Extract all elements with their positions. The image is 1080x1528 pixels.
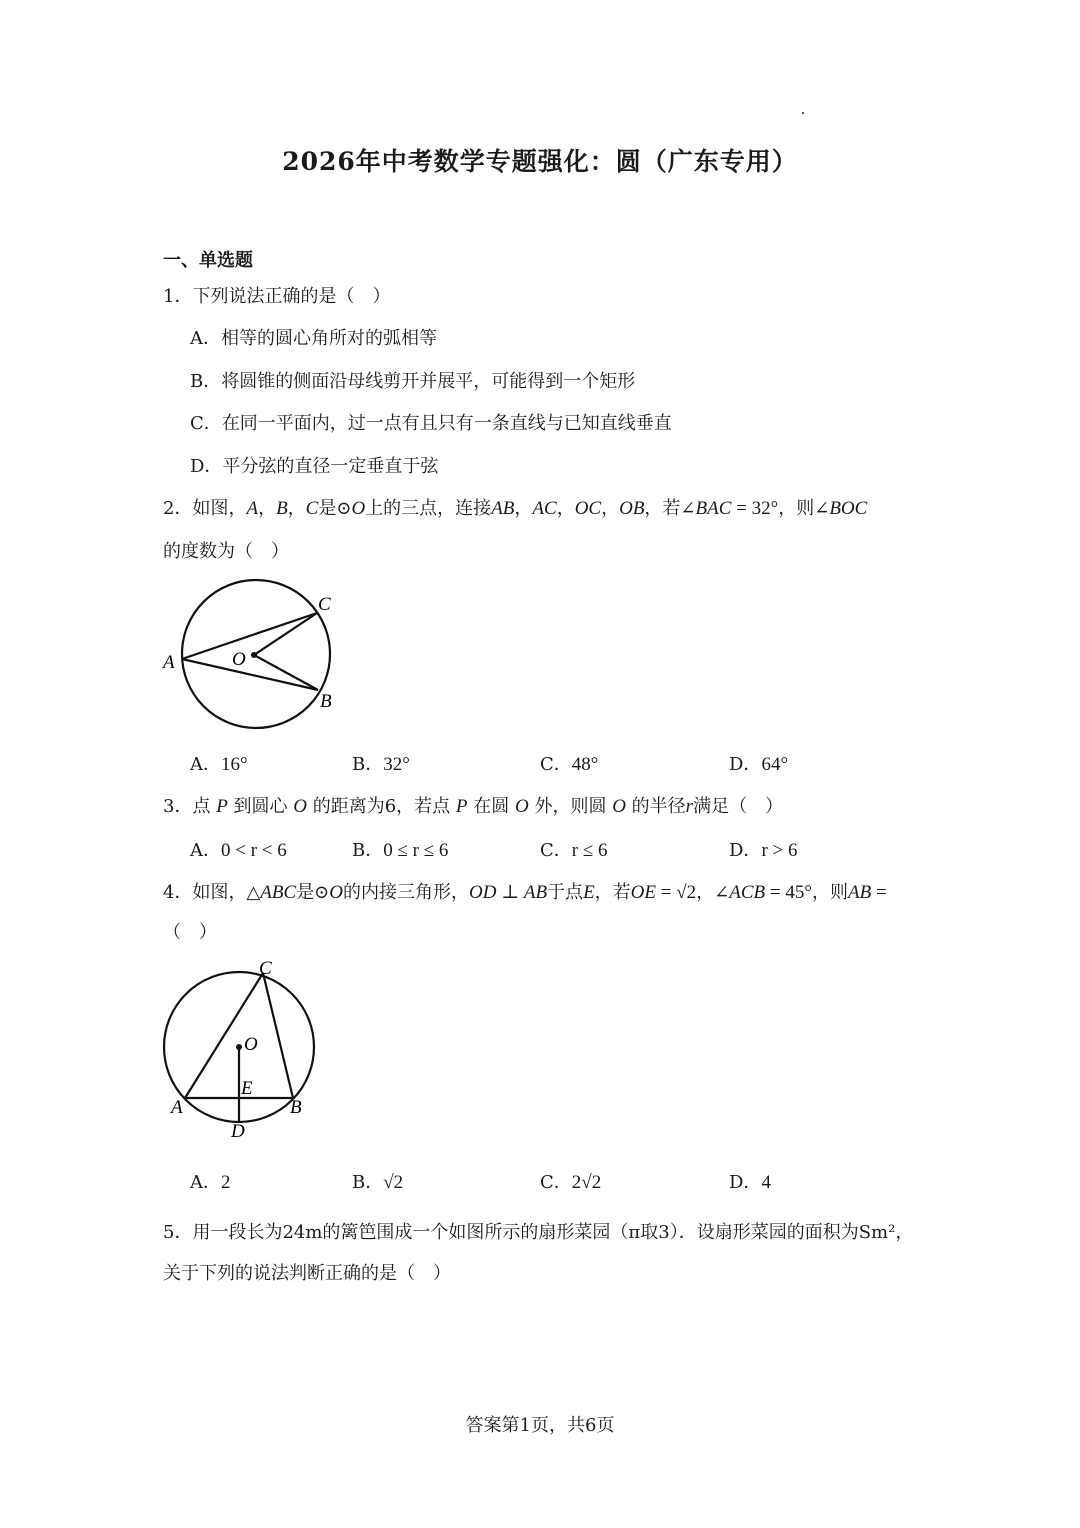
q2-text: ，若∠	[644, 498, 696, 519]
q2-sep: ，	[514, 498, 533, 519]
q4-label-d: D	[231, 1121, 245, 1142]
q4-number: 4．	[163, 882, 193, 903]
q1-stem: 1．下列说法正确的是（ ）	[163, 286, 391, 307]
q4-text: 于点	[547, 882, 584, 903]
q4-text: ，∠	[696, 882, 730, 903]
q2-label-c: C	[318, 594, 331, 615]
q2-option-b	[352, 750, 410, 776]
q3-stem	[163, 792, 783, 818]
page-dot	[802, 112, 804, 114]
q4-label-a: A	[171, 1097, 183, 1118]
q4-text: ，则	[811, 882, 848, 903]
q2-line-ob	[254, 655, 318, 690]
q3-option-a	[190, 836, 287, 862]
q2-var: AB	[491, 498, 515, 519]
q3-option-b-letter: B．	[352, 840, 384, 861]
q3-text: 的距离为6，若点	[312, 796, 451, 817]
q2-var: C	[305, 498, 319, 519]
q2-line-ab	[182, 659, 318, 690]
q4-stem-line2: （ ）	[163, 922, 217, 943]
q2-center-dot	[251, 652, 257, 658]
q2-option-c-value: 48°	[571, 754, 599, 775]
q3-text: 到圆心	[233, 796, 288, 817]
q2-option-d-value: 64°	[761, 754, 789, 775]
q2-number: 2．	[163, 498, 193, 519]
q4-option-c-value: 2√2	[571, 1172, 602, 1193]
q2-label-o: O	[232, 649, 246, 670]
q1-option-b: B．将圆锥的侧面沿母线剪开并展平，可能得到一个矩形	[190, 371, 636, 392]
q3-var: r	[685, 796, 694, 817]
q2-line-oc	[254, 613, 317, 655]
q3-text: 外，则圆	[534, 796, 607, 817]
q2-var: A	[246, 498, 259, 519]
q2-text: 上的三点，连接	[365, 498, 492, 519]
q2-sep: ，	[287, 498, 306, 519]
q2-label-b: B	[320, 691, 332, 712]
q2-line-ac	[182, 613, 317, 659]
q2-text: 是⊙	[318, 498, 352, 519]
q2-label-a: A	[163, 652, 175, 673]
q4-label-e: E	[241, 1078, 253, 1099]
q2-option-c-letter: C．	[540, 754, 572, 775]
q3-text: 在圆	[473, 796, 510, 817]
q4-var: OE	[630, 882, 656, 903]
q3-option-c-letter: C．	[540, 840, 572, 861]
q4-option-b-letter: B．	[352, 1172, 384, 1193]
q4-option-c	[540, 1168, 601, 1194]
q2-option-a	[190, 750, 248, 776]
q4-figure	[155, 955, 355, 1145]
q3-option-d	[729, 836, 797, 862]
q2-var: OC	[574, 498, 602, 519]
q2-var: B	[276, 498, 288, 519]
q4-option-a-letter: A．	[190, 1172, 221, 1193]
q3-var: P	[216, 796, 228, 817]
q3-number: 3．	[163, 796, 193, 817]
page-title: 2026年中考数学专题强化：圆（广东专用）	[282, 147, 798, 176]
q4-var: O	[329, 882, 344, 903]
section-heading: 一、单选题	[163, 250, 253, 271]
q4-var: ABC	[260, 882, 297, 903]
q3-var: O	[515, 796, 529, 817]
q2-option-b-letter: B．	[352, 754, 384, 775]
q2-var: OB	[619, 498, 645, 519]
q4-center-dot	[236, 1044, 242, 1050]
q3-var: O	[293, 796, 307, 817]
q2-var: O	[351, 498, 366, 519]
q4-var: ACB	[729, 882, 766, 903]
q3-option-b-value: 0 ≤ r ≤ 6	[383, 840, 449, 861]
q2-option-d-letter: D．	[729, 754, 762, 775]
q1-option-a: A．相等的圆心角所对的弧相等	[190, 328, 437, 349]
q4-label-o: O	[244, 1034, 258, 1055]
q2-figure	[160, 575, 360, 740]
q3-text: 的半径	[631, 796, 686, 817]
q3-option-c-value: r ≤ 6	[571, 840, 608, 861]
q2-sep: ，	[601, 498, 620, 519]
q1-option-d: D．平分弦的直径一定垂直于弦	[190, 456, 439, 477]
q4-option-a	[190, 1168, 231, 1194]
q2-text: ，则∠	[778, 498, 830, 519]
q4-text: 的内接三角形，	[343, 882, 470, 903]
q2-option-b-value: 32°	[383, 754, 410, 775]
q5-stem-line2: 关于下列的说法判断正确的是（ ）	[163, 1263, 451, 1284]
q4-perp: ⊥	[496, 882, 524, 903]
q3-option-c	[540, 836, 608, 862]
q2-option-a-value: 16°	[221, 754, 248, 775]
q2-var: BOC	[829, 498, 868, 519]
q4-equation: = 45°	[765, 882, 812, 903]
q4-text: ，若	[594, 882, 631, 903]
q2-sep: ，	[258, 498, 277, 519]
q2-var: BAC	[695, 498, 732, 519]
q4-text: 是⊙	[296, 882, 330, 903]
q3-option-a-letter: A．	[190, 840, 221, 861]
q4-option-d-value: 4	[761, 1172, 771, 1193]
q4-equation: =	[871, 882, 887, 903]
q2-equation: = 32°	[731, 498, 779, 519]
q4-var: AB	[847, 882, 872, 903]
q2-option-c	[540, 750, 598, 776]
q2-text: 如图，	[192, 498, 247, 519]
q3-option-d-letter: D．	[729, 840, 762, 861]
q2-option-a-letter: A．	[190, 754, 221, 775]
q4-label-b: B	[290, 1097, 302, 1118]
q4-option-b-value: √2	[383, 1172, 404, 1193]
q4-option-d	[729, 1168, 771, 1194]
q2-stem	[163, 494, 867, 520]
q3-text: 点	[192, 796, 211, 817]
q4-var: E	[583, 882, 595, 903]
q4-option-b	[352, 1168, 403, 1194]
q4-var: AB	[523, 882, 548, 903]
q4-option-d-letter: D．	[729, 1172, 762, 1193]
q4-option-a-value: 2	[221, 1172, 231, 1193]
q2-stem-line2: 的度数为（ ）	[163, 541, 289, 562]
q4-equation: = √2	[656, 882, 697, 903]
q3-text: 满足（ ）	[693, 796, 784, 817]
q4-label-c: C	[259, 958, 272, 979]
q3-option-a-value: 0 < r < 6	[221, 840, 287, 861]
page-footer: 答案第1页，共6页	[465, 1415, 615, 1436]
q2-var: AC	[532, 498, 557, 519]
q4-stem	[163, 878, 887, 904]
q3-option-b	[352, 836, 448, 862]
q4-var: OD	[469, 882, 497, 903]
q5-stem: 5．用一段长为24m的篱笆围成一个如图所示的扇形菜园（π取3）．设扇形菜园的面积为Sm²，	[163, 1222, 914, 1243]
q1-option-c: C．在同一平面内，过一点有且只有一条直线与已知直线垂直	[190, 413, 672, 434]
q3-option-d-value: r > 6	[761, 840, 798, 861]
q4-text: 如图，△	[192, 882, 261, 903]
q2-option-d	[729, 750, 788, 776]
q3-var: P	[455, 796, 468, 817]
q2-sep: ，	[556, 498, 575, 519]
q3-var: O	[612, 796, 626, 817]
q4-option-c-letter: C．	[540, 1172, 572, 1193]
